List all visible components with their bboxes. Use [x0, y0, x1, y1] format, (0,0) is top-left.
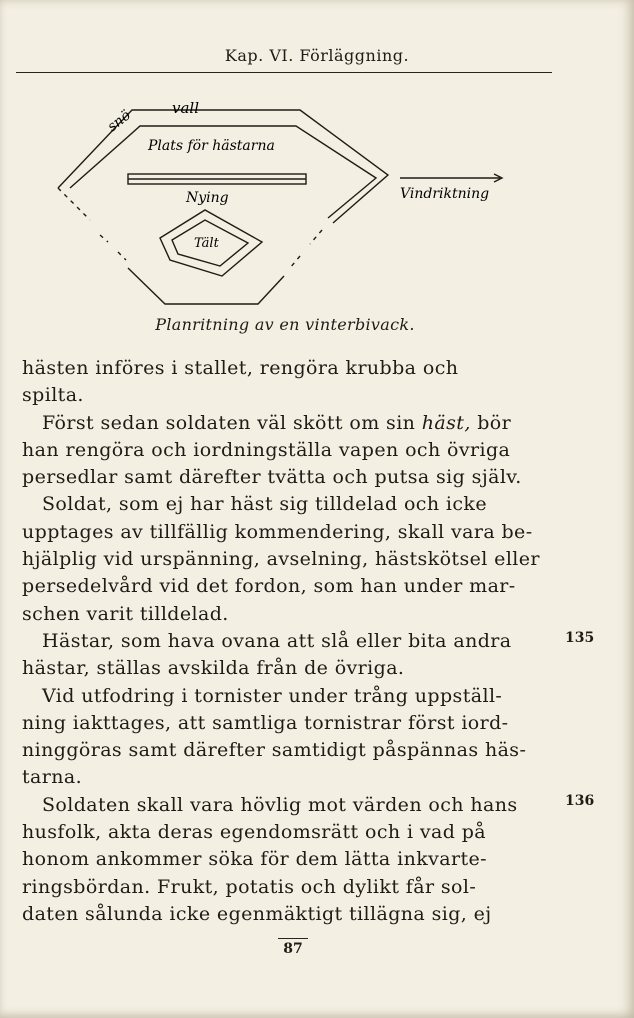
text-line: persedlar samt därefter tvätta och putsa sig själv.: [22, 466, 522, 489]
text-line: spilta.: [22, 384, 84, 407]
text-line: persedelvård vid det fordon, som han under mar-: [22, 575, 516, 598]
body-text: [22, 355, 558, 928]
text-line: hästar, ställas avskilda från de övriga.: [22, 657, 405, 680]
header-rule: [16, 72, 552, 73]
text-line: ning iakttages, att samtliga tornistrar först iord-: [22, 711, 509, 734]
text-line: Hästar, som hava ovana att slå eller bita andra: [42, 629, 512, 652]
page-number: [0, 938, 586, 957]
page-number-value: 87: [283, 941, 303, 957]
text-line: han rengöra och iordningställa vapen och övriga: [22, 438, 511, 461]
text-line-content: hästen införes i stallet, rengöra krubba och: [22, 357, 459, 379]
bivouac-floor-plan: [0, 80, 634, 310]
text-line: Soldat, som ej har häst sig tilldelad och icke: [42, 493, 487, 516]
text-line: ninggöras samt därefter samtidigt påspännas häs-: [22, 739, 527, 762]
wall-label: vall: [172, 99, 200, 117]
wind-direction-label: Vindriktning: [400, 186, 490, 202]
text-line: husfolk, akta deras egendomsrätt och i vad på: [22, 821, 487, 844]
text-line: [22, 410, 558, 437]
outer-dashed-wall-right: [290, 230, 322, 268]
text-line: Soldaten skall vara hövlig mot värden och hans: [42, 793, 518, 816]
text-line: Vid utfodring i tornister under trång uppställ-: [42, 684, 503, 707]
margin-paragraph-number: 135: [565, 630, 595, 646]
text-segment: Först sedan soldaten väl skött om sin: [42, 411, 416, 434]
emphasized-word: häst,: [421, 411, 471, 434]
tent-label: Tält: [194, 236, 219, 251]
text-line: daten sålunda icke egenmäktigt tillägna sig, ej: [22, 902, 492, 925]
text-segment: bör: [477, 411, 512, 434]
text-line: schen varit tilldelad.: [22, 602, 229, 625]
page-number-rule: [278, 938, 308, 939]
margin-paragraph-number: 136: [565, 793, 595, 809]
horse-place-label: Plats för hästarna: [148, 138, 275, 154]
outer-dashed-wall: [58, 188, 126, 260]
text-line: tarna.: [22, 766, 83, 789]
snow-label: snö: [104, 107, 134, 136]
text-line: [22, 355, 558, 382]
bottom-wall: [128, 268, 284, 304]
text-line: hjälplig vid urspänning, avselning, hästskötsel eller: [22, 548, 540, 571]
text-line: upptages av tillfällig kommendering, skall vara be-: [22, 520, 533, 543]
text-line: ringsbördan. Frukt, potatis och dylikt får sol-: [22, 875, 477, 898]
shelter-label: Nying: [186, 190, 229, 206]
figure-caption: Planritning av en vinterbivack.: [155, 315, 415, 334]
text-line: honom ankommer söka för dem lätta inkvarte-: [22, 848, 487, 871]
running-header: Kap. VI. Förläggning.: [224, 46, 410, 65]
